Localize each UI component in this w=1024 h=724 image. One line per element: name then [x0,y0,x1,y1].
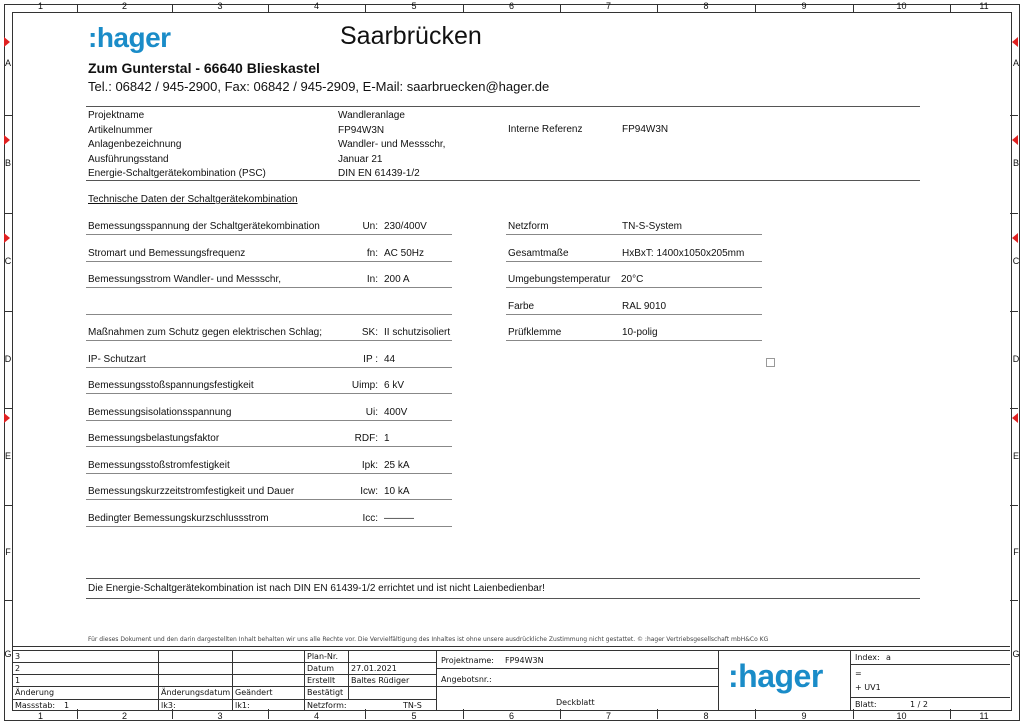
project-label: Artikelnummer [88,124,153,136]
notice-bottom-line [86,598,920,599]
city-title: Saarbrücken [340,22,482,50]
ruler-tick [268,709,269,719]
tech-value: 1 [384,433,390,444]
ruler-row-B: B [1012,158,1019,168]
rev-2: 2 [15,664,21,673]
tech-underline [86,234,452,235]
ruler-tick [172,4,173,12]
ruler-row-G: G [1012,648,1020,659]
index-label: Index: [855,653,880,662]
tech-value: 6 kV [384,380,405,391]
notice-text: Die Energie-Schaltgerätekombination ist nach DIN EN 61439-1/2 errichtet und ist nicht Laienbedienbar! [88,583,545,594]
tech-symbol: Icw: [360,486,378,497]
ruler-tick [1010,213,1018,214]
tech-right-value: 20°C [621,274,644,285]
tech-right-underline [506,287,762,288]
ruler-tick [4,213,12,214]
ruler-col-11: 11 [979,1,989,11]
tech-underline [86,340,452,341]
index-value: a [886,653,891,662]
tech-label: IP- Schutzart [88,353,146,365]
tech-underline [86,287,452,288]
rev-1: 1 [15,676,21,685]
project-value: Januar 21 [338,153,383,165]
ruler-col-5: 5 [411,711,417,721]
tech-value: 25 kA [384,459,410,471]
deckblatt-label: Deckblatt [556,698,595,707]
eq-value: = [855,669,862,678]
tech-underline [86,499,452,500]
tech-label: Bemessungsisolationsspannung [88,406,232,418]
aenderung-label: Änderung [15,688,55,697]
tech-label: Bemessungsspannung der Schaltgerätekombination [88,221,320,232]
ruler-row-G: G [4,648,12,659]
project-label: Ausführungsstand [88,153,169,165]
ruler-col-7: 7 [605,1,611,11]
tech-right-underline [506,314,762,315]
ruler-tick [853,709,854,719]
massstab-label: Massstab: [15,701,56,710]
ruler-row-F: F [5,546,11,557]
tech-underline [86,261,452,262]
ruler-tick [365,709,366,719]
ruler-tick [950,709,951,719]
ruler-tick [853,4,854,12]
ruler-col-3: 3 [217,1,223,11]
tech-symbol: In: [366,274,378,285]
ruler-row-D: D [4,353,12,364]
tech-right-label: Farbe [508,300,535,312]
titleblock-hager-logo: :hager [728,658,823,694]
marker-right-a [1012,37,1018,47]
tech-symbol: fn: [366,247,378,259]
tech-label: Maßnahmen zum Schutz gegen elektrischen Schlag; [88,327,323,338]
tech-right-label: Prüfklemme [508,327,562,338]
rev-3: 3 [15,652,21,661]
ruler-tick [657,709,658,719]
lk3-label: lk3: [161,701,176,710]
project-label: Anlagenbezeichnung [88,139,182,150]
ruler-col-6: 6 [508,1,514,11]
tech-label: Bemessungskurzzeitstromfestigkeit und Dauer [88,486,295,497]
tech-symbol: Un: [362,221,378,232]
ruler-tick [4,600,12,601]
geaendert-label: Geändert [235,688,273,697]
tech-label: Bemessungsstrom Wandler- und Messschr, [88,274,282,285]
tech-underline [86,420,452,421]
project-divider [86,180,920,181]
ruler-tick [755,4,756,12]
tech-right-label: Umgebungstemperatur [508,274,611,285]
netzform-label: Netzform: [307,701,347,710]
ruler-col-9: 9 [801,711,807,721]
marker-left-b [4,135,10,145]
ruler-col-4: 4 [313,711,319,721]
angebotsnr-label: Angebotsnr.: [441,675,492,684]
ruler-tick [4,115,12,116]
ruler-col-1: 1 [37,1,43,11]
netzform-value: TN-S [403,701,422,710]
ruler-tick [172,709,173,719]
marker-right-b [1012,135,1018,145]
tech-symbol: Uimp: [351,380,378,391]
ruler-col-8: 8 [703,1,709,11]
ruler-col-3: 3 [217,711,223,721]
titleblock-top-line [12,646,1010,647]
tech-right-underline [506,234,762,235]
ruler-row-A: A [1012,57,1019,68]
ruler-tick [1010,115,1018,116]
tech-symbol: SK: [361,327,378,338]
tech-right-value: TN-S-System [622,221,682,232]
ruler-tick [463,709,464,719]
ruler-tick [365,4,366,12]
copyright: Für dieses Dokument und den darin dargestellten Inhalt behalten wir uns alle Rechte vor. Die Vervielfältigung des Inhaltes ist ohne unsere ausdrückliche Zustimmung nicht gestattet. © :hager Vertriebsgesellschaft mbH&Co KG [88,636,769,643]
tech-underline [86,367,452,368]
project-value: Wandler- und Messschr, [338,139,446,150]
ruler-row-A: A [4,57,11,68]
ruler-row-E: E [4,450,11,461]
tech-underline [86,526,452,527]
tech-underline [86,314,452,315]
ruler-tick [657,4,658,12]
tech-value: 44 [384,353,396,365]
erstellt-value: Baltes Rüdiger [351,676,410,685]
tech-underline [86,473,452,474]
ruler-tick [77,4,78,12]
ruler-tick [4,311,12,312]
tech-symbol: Icc: [362,512,378,524]
datum-label: Datum [307,664,335,673]
project-label: Projektname [88,110,145,121]
tech-value: AC 50Hz [384,247,425,259]
ruler-col-2: 2 [121,711,127,721]
ruler-tick [268,4,269,12]
internal-ref-value: FP94W3N [622,124,669,135]
ruler-col-11: 11 [979,711,989,721]
header-divider [86,106,920,107]
datum-value: 27.01.2021 [351,664,397,673]
ruler-row-F: F [1013,546,1019,557]
internal-ref-label: Interne Referenz [508,124,583,135]
marker-left-a [4,37,10,47]
hager-logo: :hager [88,22,171,53]
inner-frame [12,12,1012,711]
ruler-col-10: 10 [896,1,907,11]
tech-value: ——— [384,512,414,524]
marker-left-c [4,233,10,243]
ruler-tick [560,4,561,12]
tech-value: 400V [384,406,408,418]
marker-left-e [4,413,10,423]
ruler-tick [1010,505,1018,506]
tech-symbol: Ipk: [361,459,378,471]
ruler-tick [77,709,78,719]
ruler-row-C: C [1012,256,1020,266]
tech-right-value: HxBxT: 1400x1050x205mm [622,247,745,259]
ruler-tick [1010,311,1018,312]
tech-underline [86,393,452,394]
ruler-row-E: E [1012,450,1019,461]
contact-line: Tel.: 06842 / 945-2900, Fax: 06842 / 945-2909, E-Mail: saarbruecken@hager.de [88,79,550,94]
tech-underline [86,446,452,447]
ruler-col-2: 2 [121,1,127,11]
tech-right-label: Gesamtmaße [508,247,569,259]
aenderungsdatum-label: Änderungsdatum [161,688,231,697]
ruler-tick [1010,600,1018,601]
ruler-col-7: 7 [605,711,611,721]
blatt-label: Blatt: [855,700,877,709]
ruler-col-6: 6 [508,711,514,721]
blatt-value: 1 / 2 [910,700,928,709]
tech-right-underline [506,261,762,262]
tech-label: Bemessungsstoßstromfestigkeit [88,459,230,471]
lk1-label: lk1: [235,701,250,710]
tech-symbol: IP : [363,353,378,365]
ruler-tick [4,505,12,506]
ruler-tick [1010,408,1018,409]
ruler-col-1: 1 [37,711,43,721]
tech-right-underline [506,340,762,341]
massstab-value: 1 [64,701,70,710]
project-value: DIN EN 61439-1/2 [338,168,420,179]
marker-right-e [1012,413,1018,423]
ruler-tick [4,408,12,409]
tech-label: Bedingter Bemessungskurzschlussstrom [88,512,269,524]
tech-value: II schutzisoliert [384,327,451,338]
uv-value: + UV1 [855,683,881,692]
tech-symbol: Ui: [365,406,378,418]
ruler-row-C: C [4,256,12,266]
tech-right-label: Netzform [508,221,549,232]
ruler-col-8: 8 [703,711,709,721]
ruler-col-9: 9 [801,1,807,11]
tech-label: Stromart und Bemessungsfrequenz [88,247,246,259]
ruler-tick [463,4,464,12]
project-value: Wandleranlage [338,110,405,121]
bestaetigt-label: Bestätigt [307,688,344,697]
ruler-tick [560,709,561,719]
plannr-label: Plan-Nr. [307,652,338,661]
projektname-label: Projektname: [441,656,494,665]
small-checkbox-icon [766,358,775,367]
ruler-tick [950,4,951,12]
project-label: Energie-Schaltgerätekombination (PSC) [88,168,266,179]
tech-label: Bemessungsbelastungsfaktor [88,433,220,444]
tech-value: 10 kA [384,486,410,497]
tech-symbol: RDF: [354,433,378,444]
tech-title: Technische Daten der Schaltgerätekombination [88,194,298,205]
tech-value: 230/400V [384,221,427,232]
address: Zum Gunterstal - 66640 Blieskastel [88,60,320,76]
notice-top-line [86,578,920,579]
tech-value: 200 A [384,274,410,285]
ruler-row-D: D [1012,353,1020,364]
ruler-tick [755,709,756,719]
tech-label: Bemessungsstoßspannungsfestigkeit [88,380,254,391]
ruler-col-5: 5 [411,1,417,11]
marker-right-c [1012,233,1018,243]
ruler-col-4: 4 [313,1,319,11]
erstellt-label: Erstellt [307,676,336,685]
project-value: FP94W3N [338,124,385,136]
projektname-value: FP94W3N [505,656,544,665]
tech-right-value: 10-polig [622,327,658,338]
ruler-row-B: B [4,158,11,168]
tech-right-value: RAL 9010 [622,300,667,312]
ruler-col-10: 10 [896,711,907,721]
